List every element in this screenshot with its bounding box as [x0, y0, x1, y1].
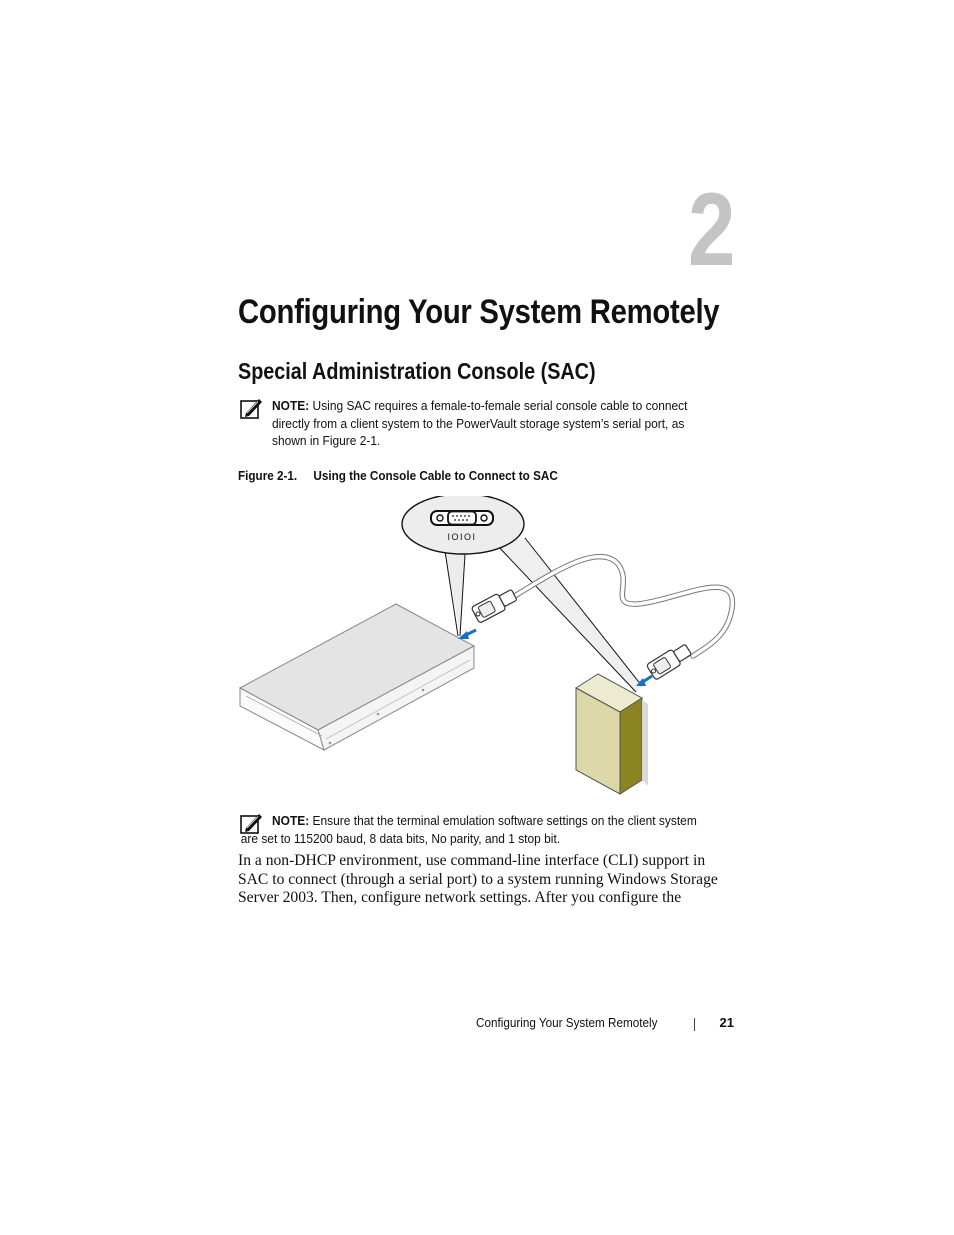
note-1-text: Using SAC requires a female-to-female serial console cable to connect directly from a client system to the PowerVault storage system’s serial port, as shown in Figure 2-1.: [272, 398, 688, 448]
figure-caption: [238, 468, 558, 484]
cable-connector-server-end: [471, 587, 518, 624]
note-2-text-line-1: Ensure that the terminal emulation software settings on the client system: [312, 813, 697, 828]
figure-number: Figure 2-1.: [238, 468, 298, 483]
body-line-2: SAC to connect (through a serial port) to a system running Windows Storage: [238, 870, 718, 888]
page-number: 21: [719, 1015, 734, 1030]
storage-system-server: [240, 604, 474, 750]
figure-caption-text: Using the Console Cable to Connect to SAC: [313, 468, 558, 483]
body-paragraph: [238, 852, 738, 908]
footer-running-title: Configuring Your System Remotely: [476, 1015, 658, 1030]
footer-separator: [694, 1018, 695, 1031]
chapter-title: Configuring Your System Remotely: [238, 293, 720, 331]
client-system-tower: [576, 674, 648, 794]
note-2-label: NOTE:: [272, 813, 310, 828]
figure-console-cable-illustration: [238, 496, 738, 800]
chapter-number: 2: [688, 172, 736, 288]
note-1-label: NOTE:: [272, 398, 310, 413]
page-footer: [476, 1015, 738, 1035]
note-2-text-line-2: are set to 115200 baud, 8 data bits, No parity, and 1 stop bit.: [240, 830, 561, 846]
callout-beam-right: [496, 538, 642, 692]
section-title: Special Administration Console (SAC): [238, 358, 596, 384]
cable-connector-client-end: [646, 642, 693, 681]
body-line-1: In a non-DHCP environment, use command-line interface (CLI) support in: [238, 852, 706, 869]
pencil-note-icon: [240, 397, 264, 419]
body-line-3: Server 2003. Then, configure network settings. After you configure the: [238, 889, 682, 907]
port-label: IOIOI: [447, 532, 477, 542]
